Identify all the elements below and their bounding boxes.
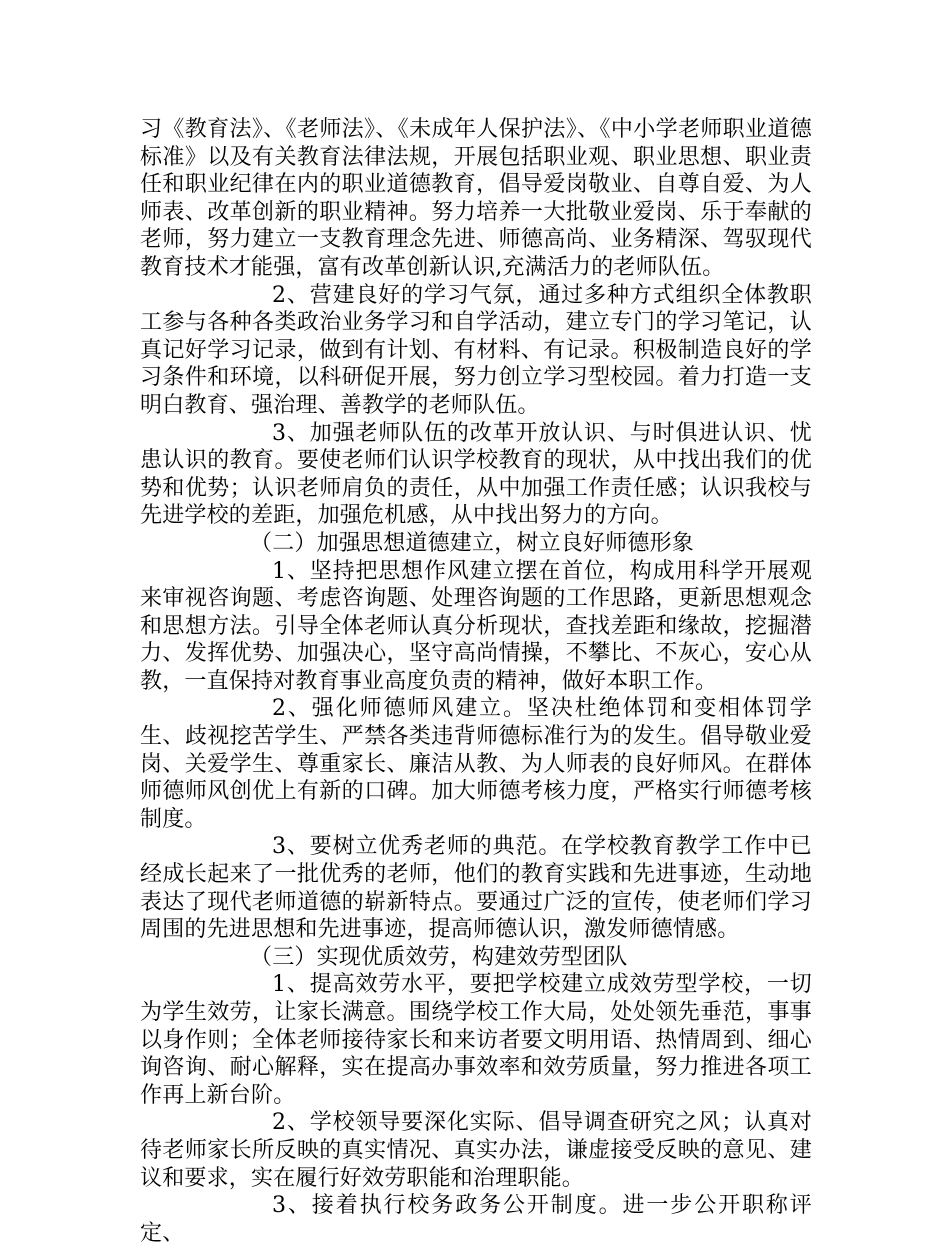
section-heading: （二）加强思想道德建立，树立良好师德形象 xyxy=(250,530,695,556)
document-body xyxy=(140,116,812,1247)
item-paragraph: 1、提高效劳水平，要把学校建立成效劳型学校，一切为学生效劳，让家长满意。围绕学校工作大局，处处领先垂范，事事以身作则；全体老师接待家长和来访者要文明用语、热情周到、细心询咨询、耐心解释，实在提高办事效率和效劳质量，努力推进各项工作再上新台阶。 xyxy=(140,972,812,1108)
item-paragraph: 2、学校领导要深化实际、倡导调查研究之风；认真对待老师家长所反映的真实情况、真实办法，谦虚接受反映的意见、建议和要求，实在履行好效劳职能和治理职能。 xyxy=(140,1110,812,1191)
body-paragraph: 习《教育法》、《老师法》、《未成年人保护法》、《中小学老师职业道德标准》以及有关教育法律法规，开展包括职业观、职业思想、职业责任和职业纪律在内的职业道德教育，倡导爱岗敬业、自尊自爱、为人师表、改革创新的职业精神。努力培养一大批敬业爱岗、乐于奉献的老师，努力建立一支教育理念先进、师德高尚、业务精深、驾驭现代教育技术才能强，富有改革创新认识,充满活力的老师队伍。 xyxy=(140,117,812,280)
item-paragraph: 2、营建良好的学习气氛，通过多种方式组织全体教职工参与各种各类政治业务学习和自学活动，建立专门的学习笔记，认真记好学习记录，做到有计划、有材料、有记录。积极制造良好的学习条件和环境，以科研促开展，努力创立学习型校园。着力打造一支明白教育、强治理、善教学的老师队伍。 xyxy=(140,282,812,418)
item-paragraph: 3、要树立优秀老师的典范。在学校教育教学工作中已经成长起来了一批优秀的老师，他们的教育实践和先进事迹，生动地表达了现代老师道德的崭新特点。要通过广泛的宣传，使老师们学习周围的先进思想和先进事迹，提高师德认识，激发师德情感。 xyxy=(140,834,812,943)
section-heading: （三）实现优质效劳，构建效劳型团队 xyxy=(250,944,628,970)
item-paragraph: 1、坚持把思想作风建立摆在首位，构成用科学开展观来审视咨询题、考虑咨询题、处理咨询题的工作思路，更新思想观念和思想方法。引导全体老师认真分析现状，查找差距和缘故，挖掘潜力、发挥优势、加强决心，坚守高尚情操，不攀比、不灰心，安心从教，一直保持对教育事业高度负责的精神，做好本职工作。 xyxy=(140,558,812,694)
item-paragraph: 3、加强老师队伍的改革开放认识、与时俱进认识、忧患认识的教育。要使老师们认识学校教育的现状，从中找出我们的优势和优势；认识老师肩负的责任，从中加强工作责任感；认识我校与先进学校的差距，加强危机感，从中找出努力的方向。 xyxy=(140,420,812,529)
item-paragraph: 3、接着执行校务政务公开制度。进一步公开职称评定、 xyxy=(140,1193,812,1246)
item-paragraph: 2、强化师德师风建立。坚决杜绝体罚和变相体罚学生、歧视挖苦学生、严禁各类违背师德标准行为的发生。倡导敬业爱岗、关爱学生、尊重家长、廉洁从教、为人师表的良好师风。在群体师德师风创优上有新的口碑。加大师德考核力度，严格实行师德考核制度。 xyxy=(140,696,812,832)
